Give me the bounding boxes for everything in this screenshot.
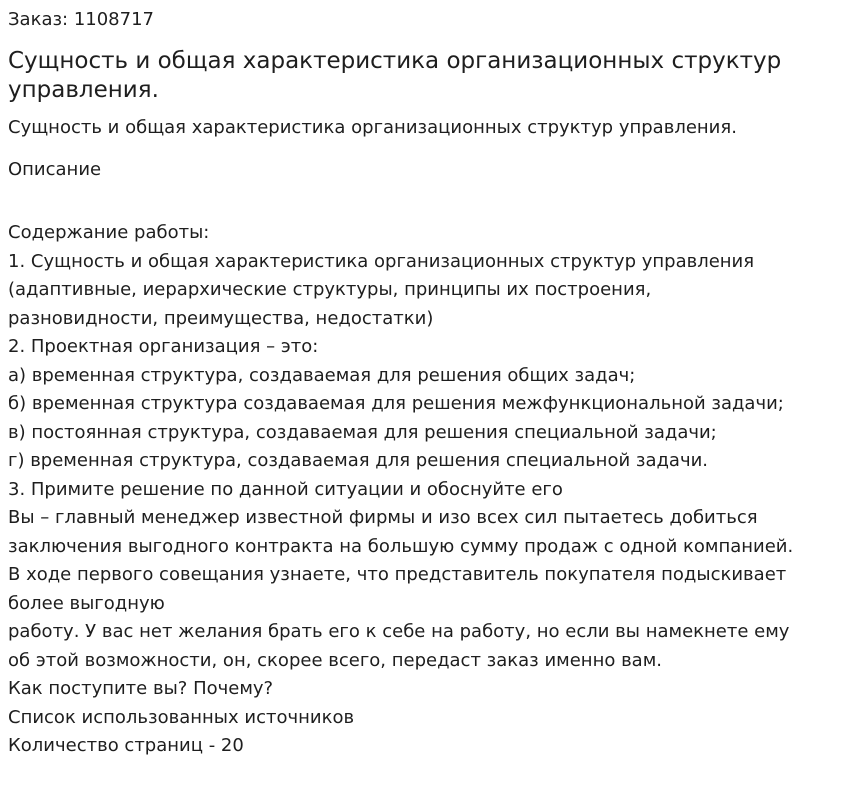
content-line: Количество страниц - 20 [8,735,244,756]
content-line: Как поступите вы? Почему? [8,678,274,699]
content-line: 2. Проектная организация – это: [8,336,319,357]
content-line: б) временная структура создаваемая для решения межфункциональной задачи; [8,393,784,414]
content-line: (адаптивные, иерархические структуры, принципы их построения, [8,279,652,300]
page-title: Сущность и общая характеристика организационных структур управления. [8,48,782,103]
content-line: заключения выгодного контракта на большую сумму продаж с одной компанией. [8,535,794,557]
content-line: а) временная структура, создаваемая для решения общих задач; [8,364,636,386]
content-line: 3. Примите решение по данной ситуации и обоснуйте его [8,478,563,500]
content-line: В ходе первого совещания узнаете, что представитель покупателя подыскивает [8,564,787,585]
content-line: об этой возможности, он, скорее всего, передаст заказ именно вам. [8,649,663,671]
description-heading: Описание [8,159,102,180]
content-line: 1. Сущность и общая характеристика организационных структур управления [8,250,755,272]
content-line: Список использованных источников [8,706,355,728]
content-line: г) временная структура, создаваемая для решения специальной задачи. [8,450,709,471]
content-line: разновидности, преимущества, недостатки) [8,307,434,329]
page-subtitle: Сущность и общая характеристика организационных структур управления. [8,117,737,138]
content-line: более выгодную [8,592,165,614]
content-line: работу. У вас нет желания брать его к себе на работу, но если вы намекнете ему [8,621,790,642]
description-content [8,219,843,761]
content-line: Вы – главный менеджер известной фирмы и изо всех сил пытаетесь добиться [8,507,758,528]
content-line: Содержание работы: [8,222,210,243]
order-number: Заказ: 1108717 [8,9,154,30]
content-line: в) постоянная структура, создаваемая для решения специальной задачи; [8,421,717,443]
